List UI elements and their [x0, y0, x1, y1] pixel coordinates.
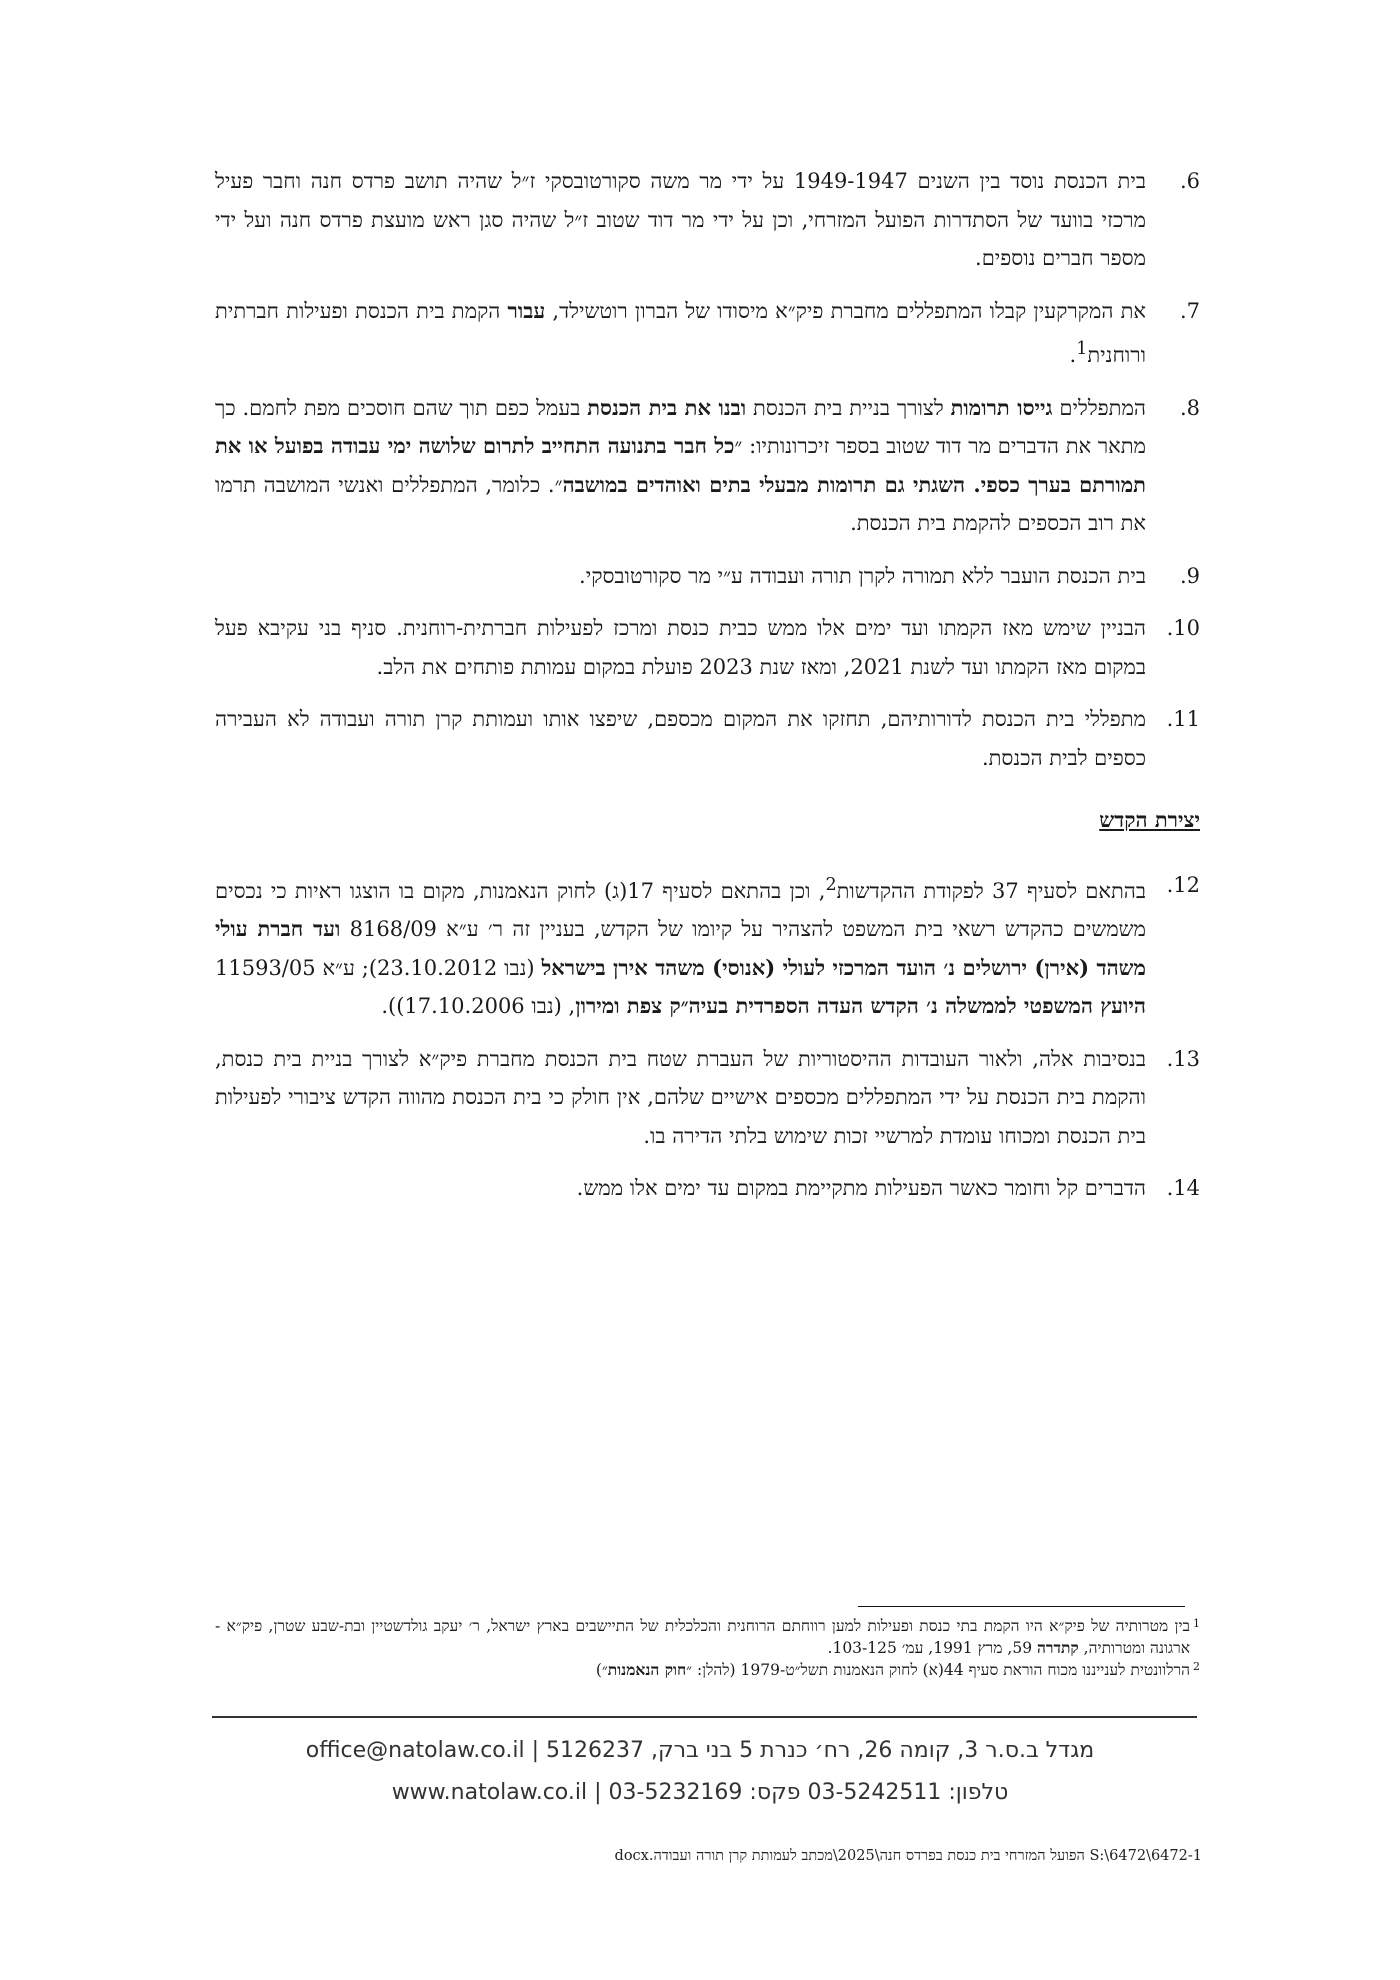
- bold-text: חוק הנאמנות: [607, 1660, 687, 1679]
- text-run: , וכן בהתאם לסעיף 17(ג) לחוק הנאמנות, מקום בו הוצגו ראיות כי נכסים משמשים כהקדש רשאי בית המשפט להצהיר על קיומו של הקדש, בעניין זה ר׳ ע״א 8168/09: [215, 878, 1146, 941]
- text-run: 59, מרץ 1991, עמ׳ 103-125.: [827, 1639, 1037, 1657]
- footer-address-line: מגדל ב.ס.ר 3, קומה 26, רח׳ כנרת 5 בני ברק, 5126237 | office@natolaw.co.il: [305, 1738, 1095, 1763]
- numbered-paragraph: [215, 557, 1200, 596]
- paragraph-number: 10.: [1166, 616, 1200, 640]
- paragraph-group-1: [215, 162, 1200, 777]
- text-run: מתפללי בית הכנסת לדורותיהם, תחזקו את המקום מכספם, שיפצו אותו ועמותת קרן תורה ועבודה לא העבירה כספים לבית הכנסת.: [215, 707, 1146, 770]
- text-run: הקמת בית הכנסת ופעילות חברתית ורוחנית: [215, 298, 1146, 367]
- paragraph-number: 11.: [1166, 707, 1200, 731]
- paragraph-number: 6.: [1179, 169, 1200, 193]
- text-run: בין מטרותיה של פיק״א היו הקמת בתי כנסת ופעילות למען רווחתם הרוחנית והכלכלית של התיישבים בארץ ישראל, ר׳ יעקב גולדשטיין ובת-שבע שטרן, פיק״א - ארגונה ומטרותיה,: [215, 1617, 1190, 1657]
- paragraph-text: [215, 292, 1146, 375]
- paragraph-text: [215, 389, 1146, 543]
- numbered-paragraph: [215, 162, 1200, 278]
- footer-separator: [212, 1716, 1197, 1718]
- footnote-number: 2: [1193, 1660, 1200, 1673]
- numbered-paragraph: [215, 1040, 1200, 1156]
- footnote: [215, 1616, 1200, 1659]
- bold-text: עבור: [507, 297, 546, 323]
- text-run: הדברים קל וחומר כאשר הפעילות מתקיימת במקום עד ימים אלו ממש.: [576, 1176, 1146, 1200]
- paragraph-text: [215, 700, 1146, 777]
- bold-text: ובנו את בית הכנסת: [587, 394, 747, 420]
- paragraph-group-2: [215, 866, 1200, 1208]
- paragraph-number: 13.: [1166, 1046, 1200, 1071]
- bold-text: כל חבר בתנועה התחייב לתרום שלושה ימי עבודה בפועל או את תמורתם בערך כספי. השגתי גם תרומות מבעלי בתים ואוהדים במושבה: [215, 433, 1146, 497]
- text-run: ״): [595, 1661, 608, 1679]
- text-run: בית הכנסת הועבר ללא תמורה לקרן תורה ועבודה ע״י מר סקורטובסקי.: [579, 563, 1146, 588]
- numbered-paragraph: [215, 866, 1200, 1026]
- numbered-paragraph: [215, 609, 1200, 686]
- section-heading: יצירת הקדש: [1099, 807, 1200, 832]
- paragraph-number: 14.: [1166, 1176, 1200, 1200]
- text-run: בהתאם לסעיף 37 לפקודת ההקדשות: [836, 878, 1147, 903]
- text-run: ״. כלומר, המתפללים ואנשי המושבה תרמו את רוב הכספים להקמת בית הכנסת.: [215, 472, 1146, 535]
- paragraph-text: [215, 162, 1146, 278]
- paragraph-text: [215, 609, 1146, 686]
- text-run: הרלוונטית לענייננו מכוח הוראת סעיף 44(א) לחוק הנאמנות תשל״ט-1979 (להלן: ״: [686, 1661, 1190, 1679]
- text-run: , (נבו 17.10.2006)).: [381, 994, 576, 1018]
- paragraph-number: 9.: [1179, 563, 1200, 588]
- file-path: S:\6472\6472-1 הפועל המזרחי בית כנסת בפרדס חנה\2025\מכתב לעמותת קרן תורה ועבודה.docx: [614, 1848, 1202, 1864]
- footnote-number: 1: [1193, 1617, 1200, 1630]
- paragraph-text: [215, 1169, 1146, 1208]
- text-run: (נבו 23.10.2012); ע״א 11593/05: [215, 955, 542, 980]
- text-run: המתפללים: [1052, 395, 1146, 420]
- paragraph-number: 8.: [1179, 395, 1200, 420]
- paragraph-text: [215, 866, 1146, 1026]
- bold-text: גייסו תרומות: [950, 394, 1053, 420]
- bold-text: היועץ המשפטי לממשלה נ׳ הקדש העדה הספרדית בעיה״ק צפת ומירון: [575, 993, 1146, 1018]
- text-run: בעמל כפם תוך שהם חוסכים מפת לחמם. כך מתאר את הדברים מר דוד שטוב בספר זיכרונותיו: ״: [215, 395, 1147, 458]
- footnote-ref: 1: [1076, 339, 1088, 359]
- numbered-paragraph: [215, 292, 1200, 375]
- numbered-paragraph: [215, 389, 1200, 543]
- footnotes: [215, 1616, 1200, 1681]
- paragraph-number: 12.: [1166, 872, 1200, 897]
- numbered-paragraph: [215, 700, 1200, 777]
- footnote-ref: 2: [825, 874, 837, 895]
- bold-text: ועד חברת עולי משהד (אירן) ירושלים נ׳ הועד המרכזי לעולי (אנוסי) משהד אירן בישראל: [215, 916, 1146, 980]
- text-run: הבניין שימש מאז הקמתו ועד ימים אלו ממש כבית כנסת ומרכז לפעילות חברתית-רוחנית. סניף בני עקיבא פעל במקום מאז הקמתו ועד לשנת 2021, ומאז שנת 2023 פועלת במקום עמותת פותחים את הלב.: [215, 616, 1146, 679]
- numbered-paragraph: [215, 1169, 1200, 1208]
- text-run: לצורך בניית בית הכנסת: [746, 395, 951, 420]
- bold-text: קתדרה: [1037, 1638, 1079, 1657]
- paragraph-number: 7.: [1179, 298, 1200, 323]
- text-run: .: [1069, 343, 1077, 367]
- text-run: את המקרקעין קבלו המתפללים מחברת פיק״א מיסודו של הברון רוטשילד,: [545, 298, 1146, 323]
- paragraph-text: [215, 1040, 1146, 1156]
- document-body: [215, 162, 1200, 1222]
- text-run: בנסיבות אלה, ולאור העובדות ההיסטוריות של העברת שטח בית הכנסת מחברת פיק״א לצורך בניית בית כנסת, והקמת בית הכנסת על ידי המתפללים מכספים אישיים שלהם, אין חולק כי בית הכנסת מהווה הקדש ציבורי לפעילות בית הכנסת ומכוחו עומדת למרשיי זכות שימוש בלתי הדירה בו.: [215, 1046, 1146, 1148]
- footnote: [215, 1659, 1200, 1681]
- footer-phone-line: טלפון: 03-5242511 פקס: 03-5232169 | www.natolaw.co.il: [391, 1780, 1009, 1805]
- footnote-separator: [858, 1606, 1185, 1607]
- text-run: בית הכנסת נוסד בין השנים 1949-1947 על ידי מר משה סקורטובסקי ז״ל שהיה תושב פרדס חנה וחבר פעיל מרכזי בוועד של הסתדרות הפועל המזרחי, וכן על ידי מר דוד שטוב ז״ל שהיה סגן ראש מועצת פרדס חנה ועל ידי מספר חברים נוספים.: [215, 169, 1146, 270]
- paragraph-text: [215, 557, 1146, 596]
